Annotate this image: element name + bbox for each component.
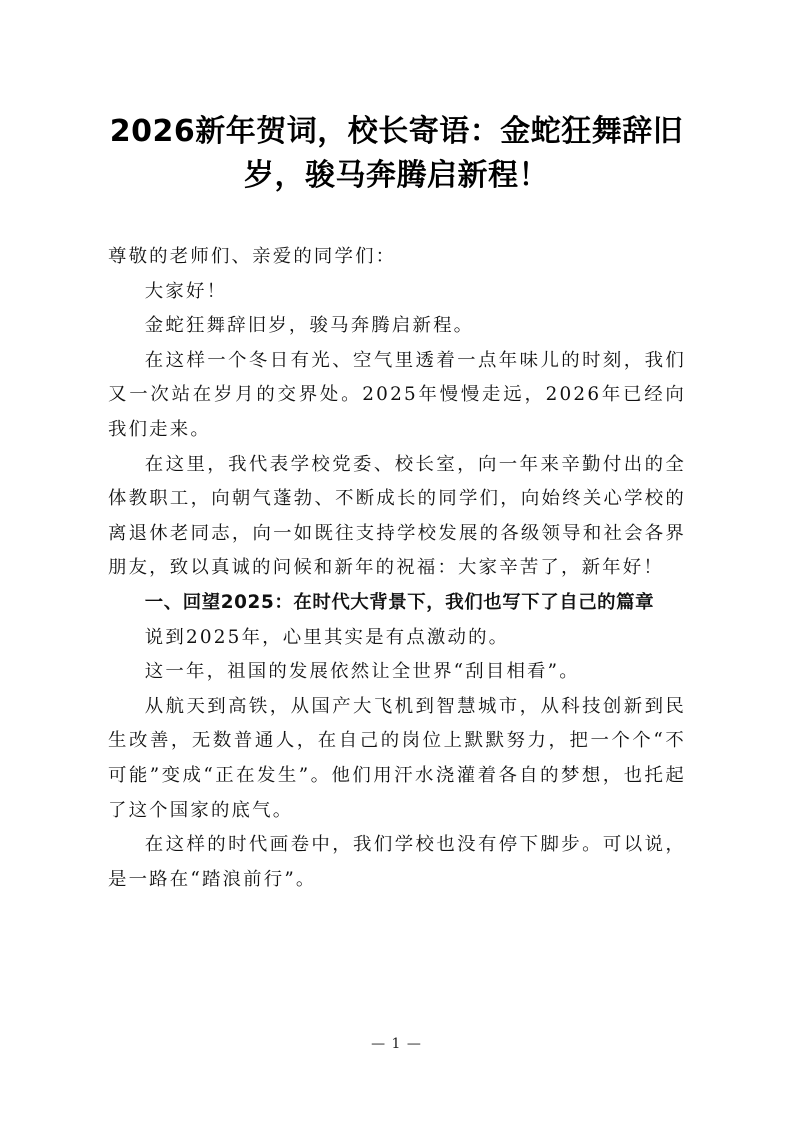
paragraph: 在这样的时代画卷中，我们学校也没有停下脚步。可以说，是一路在“踏浪前行”。: [108, 834, 686, 890]
paragraph: 这一年，祖国的发展依然让全世界“刮目相看”。: [144, 661, 580, 683]
page-number: — 1 —: [371, 1036, 422, 1052]
paragraph: 在这里，我代表学校党委、校长室，向一年来辛勤付出的全体教职工，向朝气蓬勃、不断成长的同学们，向始终关心学校的离退休老同志，向一如既往支持学校发展的各级领导和社会各界朋友，致以真诚的问候和新年的祝福：大家辛苦了，新年好！: [108, 453, 686, 579]
document-title: [90, 110, 703, 198]
paragraph: 在这样一个冬日有光、空气里透着一点年味儿的时刻，我们又一次站在岁月的交界处。2025年慢慢走远，2026年已经向我们走来。: [108, 349, 686, 440]
paragraph: 大家好！: [144, 280, 228, 302]
title-line-1: 2026新年贺词，校长寄语：金蛇狂舞辞旧: [109, 114, 684, 149]
paragraph: 金蛇狂舞辞旧岁，骏马奔腾启新程。: [144, 315, 475, 337]
salutation: 尊敬的老师们、亲爱的同学们：: [108, 246, 397, 267]
title-line-2: 岁，骏马奔腾启新程！: [244, 158, 549, 193]
paragraph: 说到2025年，心里其实是有点激动的。: [144, 626, 510, 648]
section-heading: 一、回望2025：在时代大背景下，我们也写下了自己的篇章: [144, 591, 655, 613]
document-body: [108, 240, 686, 897]
paragraph: 从航天到高铁，从国产大飞机到智慧城市，从科技创新到民生改善，无数普通人，在自己的岗位上默默努力，把一个个“不可能”变成“正在发生”。他们用汗水浇灌着各自的梦想，也托起了这个国家的底气。: [108, 695, 686, 821]
